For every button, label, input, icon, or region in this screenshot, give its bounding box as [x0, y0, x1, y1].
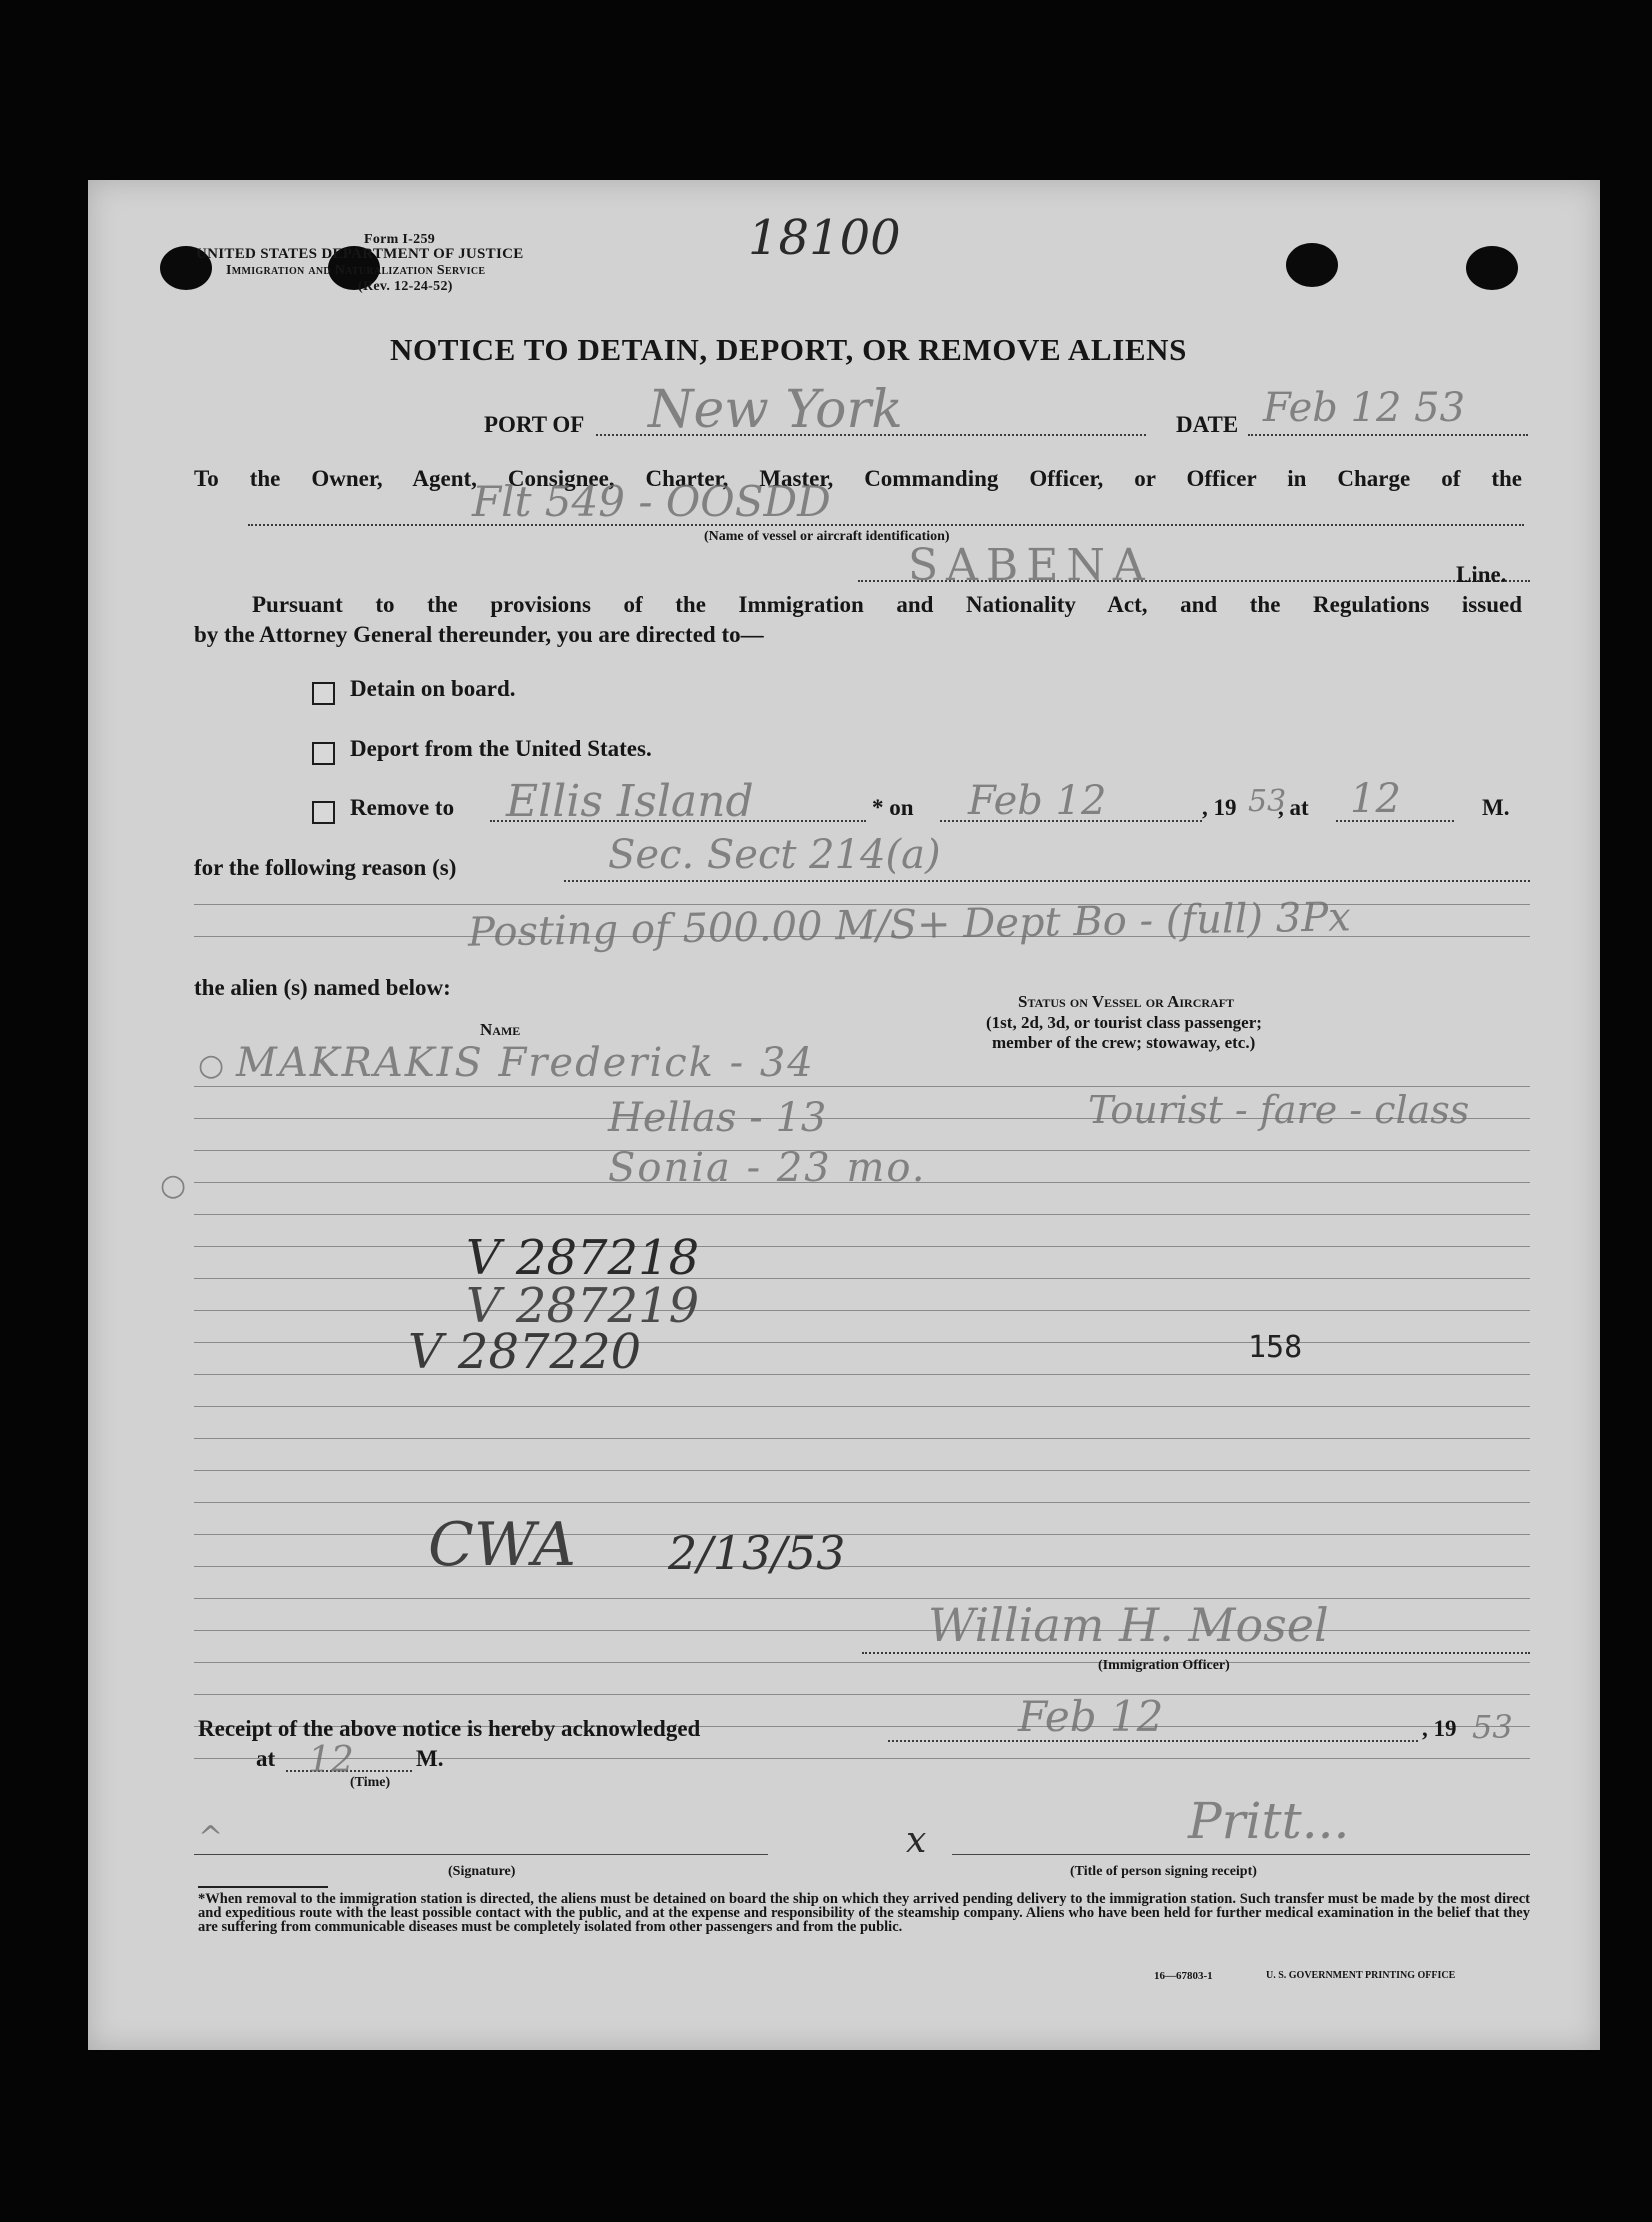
initials: CWA: [428, 1510, 576, 1580]
status-row-line: [862, 1470, 1530, 1471]
status-header: Status on Vessel or Aircraft: [1018, 992, 1235, 1011]
status-row-line: [862, 1502, 1530, 1503]
title-line: [952, 1854, 1530, 1855]
reason-value-2: Posting of 500.00 M/S+ Dept Bo - (full) 3Px: [467, 894, 1352, 956]
year-prefix: , 19: [1202, 795, 1237, 820]
case-number: V 287219: [466, 1278, 700, 1334]
name-row-line: [194, 1214, 874, 1215]
case-number: V 287218: [466, 1230, 700, 1286]
officer-signature: William H. Mosel: [928, 1598, 1329, 1652]
receipt-label: Receipt of the above notice is hereby acknowledged: [198, 1716, 701, 1741]
status-row-line: [862, 1534, 1530, 1535]
status-row-line: [862, 1342, 1530, 1343]
receipt-title-value: Pritt...: [1188, 1792, 1350, 1850]
officer-signature-line: [862, 1652, 1530, 1654]
remove-checkbox[interactable]: [312, 801, 335, 824]
name-row-line: [194, 1470, 874, 1471]
printer-name: U. S. GOVERNMENT PRINTING OFFICE: [1266, 1970, 1456, 1981]
remove-to-value: Ellis Island: [506, 776, 754, 827]
case-number: V 287220: [408, 1324, 642, 1380]
status-row-line: [862, 1086, 1530, 1087]
name-row-line: [194, 1502, 874, 1503]
date-label: DATE: [1176, 412, 1239, 437]
receipt-m-label: M.: [416, 1746, 444, 1771]
alien-name: Sonia - 23 mo.: [608, 1145, 927, 1191]
status-row-line: [862, 1214, 1530, 1215]
status-row-line: [862, 1406, 1530, 1407]
name-row-line: [194, 1438, 874, 1439]
vessel-value: Flt 549 - OOSDD: [472, 477, 831, 526]
status-row-line: [862, 1278, 1530, 1279]
receipt-date: Feb 12: [1018, 1692, 1164, 1741]
name-row-line: [194, 1086, 874, 1087]
at-label: , at: [1278, 795, 1309, 820]
pursuant-text-1: Pursuant to the provisions of the Immigration and Nationality Act, and the Regulations issued: [252, 592, 1522, 617]
initials-date: 2/13/53: [668, 1526, 846, 1580]
pursuant-text-2: by the Attorney General thereunder, you are directed to—: [194, 622, 764, 647]
status-row-line: [862, 1758, 1530, 1759]
receipt-time: 12: [308, 1740, 354, 1781]
on-label: * on: [872, 795, 914, 820]
deport-label: Deport from the United States.: [350, 736, 652, 761]
footnote: *When removal to the immigration station is directed, the aliens must be detained on board the ship on which they arrived pending delivery to the immigration station. Such transfer must be made by the most direct and expeditious route with the least possible contact with the public, and at the expense and responsibility of the steamship company. Aliens who have been held for further medical examination in the belief that they are suffering from communicable diseases must be completely isolated from other passengers and from the public.: [198, 1891, 1530, 1935]
detain-label: Detain on board.: [350, 676, 516, 701]
name-row-line: [194, 1630, 874, 1631]
status-row-line: [862, 1310, 1530, 1311]
status-row-line: [862, 1694, 1530, 1695]
line-value: SABENA: [908, 540, 1153, 591]
at-time-value: 12: [1350, 776, 1401, 822]
officer-caption: (Immigration Officer): [1098, 1658, 1230, 1673]
receipt-at-label: at: [256, 1746, 276, 1771]
status-subheader-2: member of the crew; stowaway, etc.): [992, 1033, 1256, 1052]
name-row-line: [194, 1758, 874, 1759]
receipt-year: 53: [1472, 1708, 1513, 1746]
punch-hole: [1286, 243, 1338, 287]
status-row-line: [862, 1566, 1530, 1567]
footnote-rule: [198, 1886, 328, 1888]
printer-code: 16—67803-1: [1154, 1970, 1213, 1982]
receipt-signature: x: [906, 1820, 927, 1861]
alien-mark: ○: [160, 1168, 187, 1203]
signature-line: [194, 1854, 768, 1855]
alien-name: MAKRAKIS Frederick - 34: [236, 1040, 815, 1086]
detain-checkbox[interactable]: [312, 682, 335, 705]
date-value: Feb 12 53: [1263, 385, 1466, 431]
time-caption: (Time): [350, 1775, 391, 1790]
file-number: 18100: [748, 210, 901, 266]
remove-label: Remove to: [350, 795, 455, 820]
m-label: M.: [1482, 795, 1510, 820]
signature-caption: (Signature): [448, 1864, 516, 1879]
title-caption: (Title of person signing receipt): [1070, 1864, 1257, 1879]
form-sheet: [88, 180, 1600, 2050]
deport-checkbox[interactable]: [312, 742, 335, 765]
stamp-number: 158: [1248, 1330, 1303, 1365]
name-row-line: [194, 1694, 874, 1695]
status-row-line: [862, 1374, 1530, 1375]
date-line: [1248, 434, 1528, 436]
year-value: 53: [1248, 784, 1287, 819]
name-row-line: [194, 1406, 874, 1407]
name-row-line: [194, 1662, 874, 1663]
form-number: Form I-259: [364, 232, 436, 247]
name-header: Name: [480, 1020, 521, 1039]
on-date-value: Feb 12: [968, 778, 1107, 824]
addressee-text: To the Owner, Agent, Consignee, Charter, Master, Commanding Officer, or Officer in Charge of the: [194, 466, 1522, 491]
vessel-line: [248, 524, 1524, 526]
status-row-line: [862, 1438, 1530, 1439]
receipt-year-prefix: , 19: [1422, 1716, 1457, 1741]
reason-label: for the following reason (s): [194, 855, 457, 880]
form-title: NOTICE TO DETAIN, DEPORT, OR REMOVE ALIENS: [390, 332, 1187, 367]
port-value: New York: [648, 380, 903, 440]
aliens-label: the alien (s) named below:: [194, 975, 451, 1000]
name-row-line: [194, 1598, 874, 1599]
alien-status: Tourist - fare - class: [1088, 1088, 1470, 1132]
port-label: PORT OF: [484, 412, 585, 437]
status-row-line: [862, 1182, 1530, 1183]
reason-line-1: [564, 880, 1530, 882]
department-name: UNITED STATES DEPARTMENT OF JUSTICE: [196, 246, 524, 262]
status-row-line: [862, 1246, 1530, 1247]
form-revision: (Rev. 12-24-52): [358, 279, 453, 294]
line-label: Line.: [1456, 562, 1507, 587]
receipt-signature-mark: ^: [198, 1820, 224, 1855]
status-subheader-1: (1st, 2d, 3d, or tourist class passenger;: [986, 1013, 1262, 1032]
status-row-line: [862, 1150, 1530, 1151]
alien-name: Hellas - 13: [608, 1095, 827, 1141]
service-name: Immigration and Naturalization Service: [226, 263, 486, 278]
reason-value-1: Sec. Sect 214(a): [608, 832, 941, 878]
vessel-caption: (Name of vessel or aircraft identification): [704, 529, 950, 544]
punch-hole: [1466, 246, 1518, 290]
alien-mark: ○: [198, 1048, 225, 1083]
